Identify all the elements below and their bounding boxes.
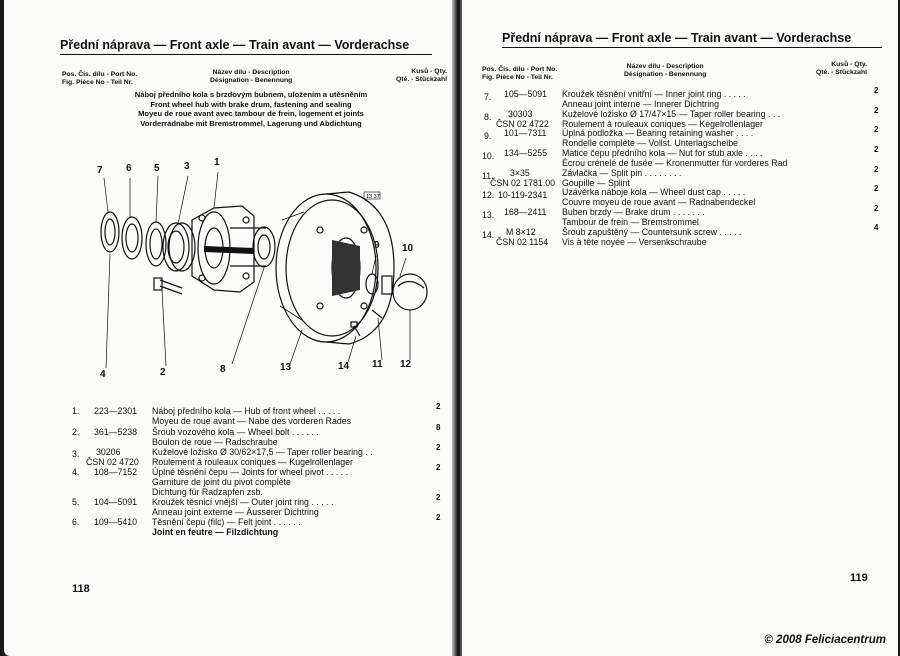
col-qty-label-1: Kusů - Qty. — [831, 61, 867, 68]
item-quantity: 2 — [436, 493, 441, 502]
item-description: Kuželové ložisko Ø 17/47×15 — Taper roller bearing . . . — [562, 109, 781, 119]
item-part-standard: ČSN 02 4720 — [86, 457, 139, 468]
felt-joint-part — [122, 217, 142, 259]
item-position: 9. — [484, 131, 492, 141]
item-description: Couvre moyeu de roue avant — Radnabendeckel — [562, 197, 756, 208]
figure-tag: 13 37 — [366, 194, 380, 200]
col-name-label-1: Název dílu - Description — [212, 69, 290, 76]
item-description: Buben brzdy — Brake drum . . . . . . . — [562, 207, 705, 217]
item-description: Kroužek těsnicí vnější — Outer joint ring . . . . . — [152, 497, 334, 507]
item-description: Boulon de roue — Radschraube — [152, 437, 278, 448]
column-header-pos — [62, 71, 137, 87]
item-position: 13. — [482, 210, 495, 220]
split-pin-part — [372, 310, 382, 318]
item-quantity: 2 — [874, 204, 879, 213]
left-page — [4, 0, 456, 656]
col-qty-label-1: Kusů - Qty. — [411, 68, 447, 75]
page-header: Přední náprava — Front axle — Train avant — Vorderachse — [502, 31, 882, 48]
item-description: Joint en feutre — Filzdichtung — [152, 527, 279, 538]
item-part-number: 361—5238 — [94, 427, 138, 437]
item-part-number: 168—2411 — [504, 207, 547, 217]
item-quantity: 2 — [874, 106, 879, 115]
item-description: Écrou crénelé de fusée — Kronenmutter für vorderes Rad — [562, 158, 788, 169]
item-position: 14. — [482, 230, 495, 240]
item-quantity: 2 — [874, 184, 879, 193]
callout-label: 7 — [97, 165, 103, 176]
item-description: Anneau joint externe — Äusserer Dichtring — [152, 507, 319, 518]
page-number: 118 — [72, 583, 90, 595]
item-part-standard: ČSN 02 4722 — [496, 119, 549, 130]
item-position: 5. — [72, 497, 80, 507]
description-line: Náboj předního kola s brzdovým bubnem, uložením a utěsněním — [134, 90, 368, 99]
stub-axle-nut-part — [382, 276, 392, 294]
item-quantity: 2 — [874, 145, 879, 154]
callout-label: 8 — [220, 364, 226, 375]
item-position: 11. — [482, 171, 494, 181]
column-header-pos — [482, 66, 557, 82]
item-quantity: 2 — [436, 463, 441, 472]
item-part-number: 10-119-2341 — [498, 190, 548, 200]
exploded-view-diagram — [64, 150, 454, 390]
item-part-number: 109—5410 — [94, 517, 138, 527]
item-part-number: 30206 — [96, 447, 121, 457]
item-part-number: 108—7152 — [94, 467, 138, 477]
retaining-washer-part — [366, 274, 378, 294]
item-part-number: 105—5091 — [504, 89, 548, 99]
callout-label: 13 — [280, 362, 292, 373]
item-position: 4. — [72, 467, 80, 477]
item-part-standard: ČSN 02 1154 — [496, 237, 549, 248]
page-header: Přední náprava — Front axle — Train avant — Vorderachse — [60, 38, 432, 55]
callout-label: 10 — [402, 243, 414, 254]
item-quantity: 2 — [436, 443, 441, 452]
col-name-label-2: Désignation - Benennung — [210, 77, 293, 84]
col-name-label-2: Désignation - Benennung — [624, 71, 707, 78]
item-description: Úplná podložka — Bearing retaining washer . . . . — [562, 128, 754, 138]
callout-label: 4 — [100, 369, 106, 380]
item-description: Šroub vozového kola — Wheel bolt . . . . . . — [152, 427, 319, 437]
item-position: 3. — [72, 449, 80, 459]
item-quantity: 8 — [436, 423, 441, 432]
item-description: Roulement à rouleaux coniques — Kegelrollenlager — [562, 119, 763, 130]
brake-drum-part — [276, 194, 376, 342]
item-part-number: M 8×12 — [506, 227, 536, 237]
item-description: Anneau joint interne — Innerer Dichtring — [562, 99, 719, 110]
item-description: Úplné těsnění čepu — Joints for wheel pivot . . . . . — [152, 467, 349, 477]
description-line: Moyeu de roue avant avec tambour de frein, logement et joints — [138, 109, 364, 118]
callout-label: 14 — [338, 361, 350, 372]
column-header-name — [624, 63, 706, 79]
col-qty-label-2: Qté. - Stückzahl — [396, 76, 447, 83]
assembly-description — [101, 90, 401, 128]
callout-label: 9 — [374, 240, 380, 251]
col-name-label-1: Název dílu - Description — [626, 63, 704, 70]
col-pos-label: Pos. Čís. dílu - Port No. — [482, 66, 558, 73]
item-quantity: 2 — [874, 86, 879, 95]
callout-label: 1 — [214, 157, 220, 168]
item-description: Roulement à rouleaux coniques — Kugelrollenlager — [152, 457, 353, 468]
callout-label: 12 — [400, 359, 412, 370]
item-part-number: 30303 — [508, 109, 533, 119]
item-description: Vis à tête noyée — Versenkschraube — [562, 237, 707, 248]
item-part-number: 101—7311 — [504, 128, 547, 138]
callout-label: 11 — [372, 359, 383, 370]
item-description: Náboj předního kola — Hub of front wheel . . . . . — [152, 406, 341, 416]
item-description: Garniture de joint du pivot complète — [152, 477, 291, 488]
item-part-standard: ČSN 02 1781.00 — [490, 178, 556, 189]
item-position: 8. — [484, 112, 492, 122]
item-quantity: 4 — [874, 223, 879, 232]
dust-cap-part — [393, 274, 427, 310]
column-header-qty — [816, 61, 867, 77]
item-description: Kroužek těsnění vnitřní — Inner joint ring . . . . . — [562, 89, 746, 99]
inner-joint-ring-part — [101, 212, 119, 252]
page-number: 119 — [850, 572, 868, 584]
item-position: 12. — [482, 190, 495, 200]
item-position: 7. — [484, 92, 492, 102]
callout-label: 3 — [184, 161, 190, 172]
copyright-notice: © 2008 Feliciacentrum — [764, 634, 886, 646]
item-position: 6. — [72, 517, 80, 527]
item-description: Moyeu de roue avant — Nabe des vorderen Rades — [152, 416, 352, 427]
taper-bearing-part — [163, 223, 189, 271]
callout-label: 2 — [160, 367, 166, 378]
wheel-bolt-part — [160, 280, 182, 294]
item-part-number: 223—2301 — [94, 406, 138, 416]
item-description: Kuželové ložisko Ø 30/62×17,5 — Taper roller bearing . . — [152, 447, 373, 457]
col-fig-label: Fig. Pièce No - Teil Nr. — [62, 79, 133, 86]
item-part-number: 3×35 — [510, 168, 530, 178]
small-taper-bearing-part — [253, 227, 275, 267]
callout-label: 6 — [126, 163, 132, 174]
col-pos-label: Pos. Čís. dílu - Port No. — [62, 71, 138, 78]
item-quantity: 2 — [436, 402, 441, 411]
right-page — [462, 0, 898, 656]
item-description: Těsnění čepu (filc) — Felt joint . . . . . . — [152, 517, 301, 527]
item-description: Dichtung für Radzapfen zsb. — [152, 487, 264, 498]
description-line: Vorderradnabe mit Bremstrommel, Lagerung und Abdichtung — [140, 118, 362, 128]
column-header-qty — [396, 68, 447, 84]
item-position: 10. — [482, 151, 495, 161]
item-quantity: 2 — [874, 125, 879, 134]
col-fig-label: Fig. Pièce No - Teil Nr. — [482, 74, 553, 81]
item-description: Uzávěrka náboje kola — Wheel dust cap . . . . . — [562, 187, 746, 197]
item-description: Rondelle complète — Vollst. Unterlagscheibe — [562, 138, 739, 149]
item-description: Tambour de frein — Bremstrommel — [562, 217, 699, 228]
item-position: 2. — [72, 427, 80, 437]
item-part-number: 104—5091 — [94, 497, 138, 507]
item-description: Závlačka — Split pin . . . . . . . . — [562, 168, 682, 178]
col-qty-label-2: Qté. - Stückzahl — [816, 69, 867, 76]
callout-label: 5 — [154, 163, 160, 174]
column-header-name — [210, 69, 292, 85]
item-description: Matice čepu předního kola — Nut for stub axle . . . . — [562, 148, 763, 158]
item-position: 1. — [72, 406, 80, 416]
item-quantity: 2 — [874, 165, 879, 174]
item-quantity: 2 — [436, 513, 441, 522]
item-description: Šroub zapuštěný — Countersunk screw . . . . . — [562, 227, 742, 237]
description-line: Front wheel hub with brake drum, fastening and sealing — [150, 99, 352, 109]
item-description: Goupille — Splint — [562, 178, 630, 189]
item-part-number: 134—5255 — [504, 148, 548, 158]
